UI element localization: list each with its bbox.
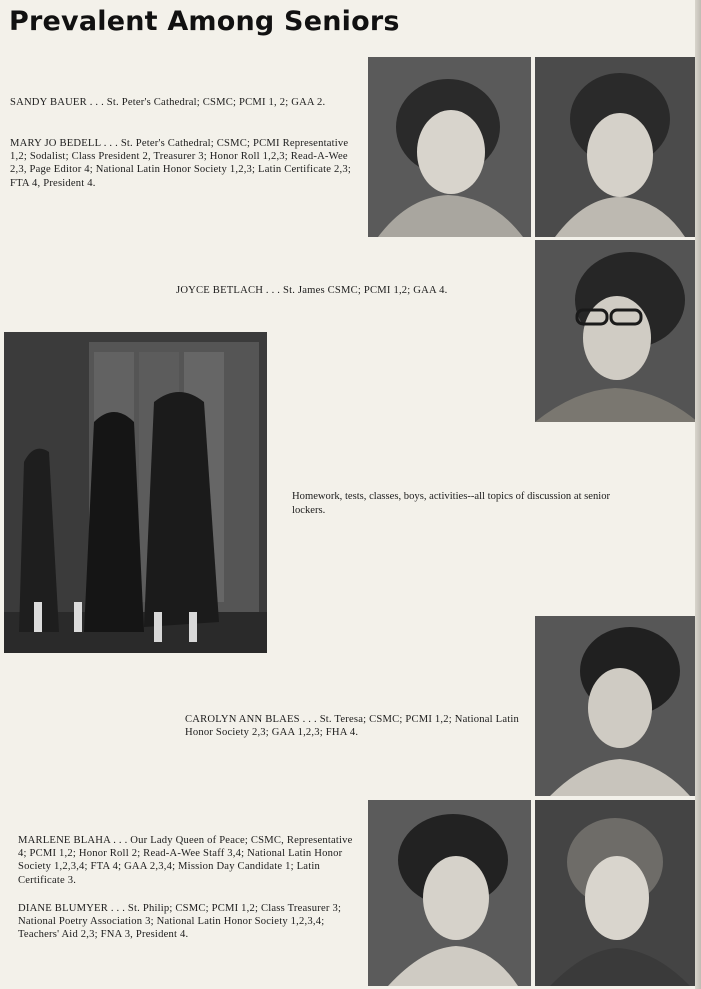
- portrait-diane-blumyer: [535, 800, 698, 986]
- lockers-photo: [4, 332, 267, 653]
- bio-marlene-blaha: MARLENE BLAHA . . . Our Lady Queen of Peace; CSMC, Representative 4; PCMI 1,2; Honor Roll 2; Read-A-Wee Staff 3,4; National Latin Honor Society 1,2,3,4; FTA 4; GAA 2,3,4; Mission Day Candidate 1; Latin Certificate 3.: [18, 835, 353, 886]
- page-title: Prevalent Among Seniors: [9, 6, 400, 37]
- bio-diane-blumyer: DIANE BLUMYER . . . St. Philip; CSMC; PCMI 1,2; Class Treasurer 3; National Poetry Association 3; National Latin Honor Society 1,2,3,4; Teachers' Aid 2,3; FNA 3, President 4.: [18, 903, 342, 941]
- page-spine: [695, 0, 701, 989]
- portrait-sandy-bauer: [368, 57, 531, 237]
- portrait-mary-jo-bedell: [535, 57, 698, 237]
- portrait-marlene-blaha: [368, 800, 531, 986]
- portrait-joyce-betlach: [535, 240, 698, 422]
- portrait-carolyn-ann-blaes: [535, 616, 698, 796]
- lockers-caption: Homework, tests, classes, boys, activities--all topics of discussion at senior lockers.: [292, 491, 611, 516]
- bio-carolyn-ann-blaes: CAROLYN ANN BLAES . . . St. Teresa; CSMC; PCMI 1,2; National Latin Honor Society 2,3; GAA 1,2,3; FHA 4.: [185, 714, 520, 739]
- bio-joyce-betlach: JOYCE BETLACH . . . St. James CSMC; PCMI 1,2; GAA 4.: [176, 285, 448, 296]
- bio-sandy-bauer: SANDY BAUER . . . St. Peter's Cathedral; CSMC; PCMI 1, 2; GAA 2.: [10, 97, 326, 108]
- bio-mary-jo-bedell: MARY JO BEDELL . . . St. Peter's Cathedral; CSMC; PCMI Representative 1,2; Sodalist; Class President 2, Treasurer 3; Honor Roll 1,2,3; Read-A-Wee 2,3, Page Editor 4; National Latin Honor Society 1,2,3; Latin Certificate 2,3; FTA 4, President 4.: [10, 138, 351, 189]
